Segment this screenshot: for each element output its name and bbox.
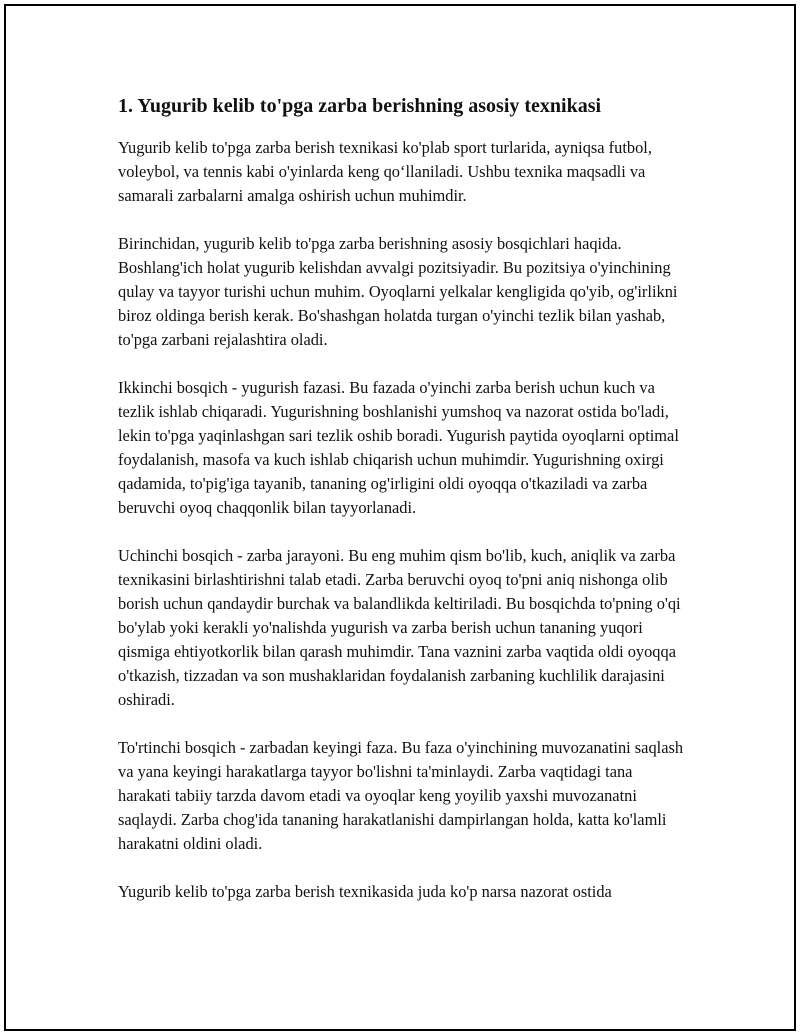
paragraph-conclusion: Yugurib kelib to'pga zarba berish texnikasida juda ko'p narsa nazorat ostida bbox=[118, 882, 612, 901]
paragraph-intro: Yugurib kelib to'pga zarba berish texnikasi ko'plab sport turlarida, ayniqsa futbol, voleybol, va tennis kabi o'yinlarda keng qo‘llaniladi. Ushbu texnika maqsadli va samarali zarbalarni amalga oshirish uchun muhimdir. bbox=[118, 138, 652, 205]
paragraph-first-stage: Birinchidan, yugurib kelib to'pga zarba berishning asosiy bosqichlari haqida. Boshlang'ich holat yugurib kelishdan avvalgi pozitsiyadir. Bu pozitsiya o'yinchining qulay va tayyor turishi uchun muhim. Oyoqlarni yelkalar kengligida qo'yib, og'irlikni biroz oldinga berish kerak. Bo'shashgan holatda turgan o'yinchi tezlik bilan yashab, to'pga zarbani rejalashtira oladi. bbox=[118, 234, 678, 349]
paragraph-fourth-stage: To'rtinchi bosqich - zarbadan keyingi faza. Bu faza o'yinchining muvozanatini saqlash va yana keyingi harakatlarga tayyor bo'lishni ta'minlaydi. Zarba vaqtidagi tana harakati tabiiy tarzda davom etadi va oyoqlar keng yoyilib yaxshi muvozanatni saqlaydi. Zarba chog'ida tananing harakatlanishi dampirlangan holda, katta ko'lamli harakatni oldini oladi. bbox=[118, 738, 684, 853]
paragraph-second-stage: Ikkinchi bosqich - yugurish fazasi. Bu fazada o'yinchi zarba berish uchun kuch va tezlik ishlab chiqaradi. Yugurishning boshlanishi yumshoq va nazorat ostida bo'ladi, lekin to'pga yaqinlashgan sari tezlik oshib boradi. Yugurish paytida oyoqlarni optimal foydalanish, masofa va kuch ishlab chiqarish uchun muhimdir. Yugurishning oxirgi qadamida, to'pig'iga tayanib, tananing og'irligini oldi oyoqqa o'tkaziladi va zarba beruvchi oyoq chaqqonlik bilan tayyorlanadi. bbox=[118, 378, 679, 517]
document-body bbox=[118, 92, 688, 928]
paragraph-third-stage: Uchinchi bosqich - zarba jarayoni. Bu eng muhim qism bo'lib, kuch, aniqlik va zarba texnikasini birlashtirishni talab etadi. Zarba beruvchi oyoq to'pni aniq nishonga olib borish uchun qandaydir burchak va balandlikda keltiriladi. Bu bosqichda to'pning o'qi bo'ylab yoki kerakli yo'nalishda yugurish va zarba berish uchun tananing yuqori qismiga ehtiyotkorlik bilan qarash muhimdir. Tana vaznini zarba vaqtida oldi oyoqqa o'tkazish, tizzadan va son mushaklaridan foydalanish zarbaning kuchlilik darajasini oshiradi. bbox=[118, 546, 681, 709]
section-heading: 1. Yugurib kelib to'pga zarba berishning asosiy texnikasi bbox=[118, 95, 602, 117]
